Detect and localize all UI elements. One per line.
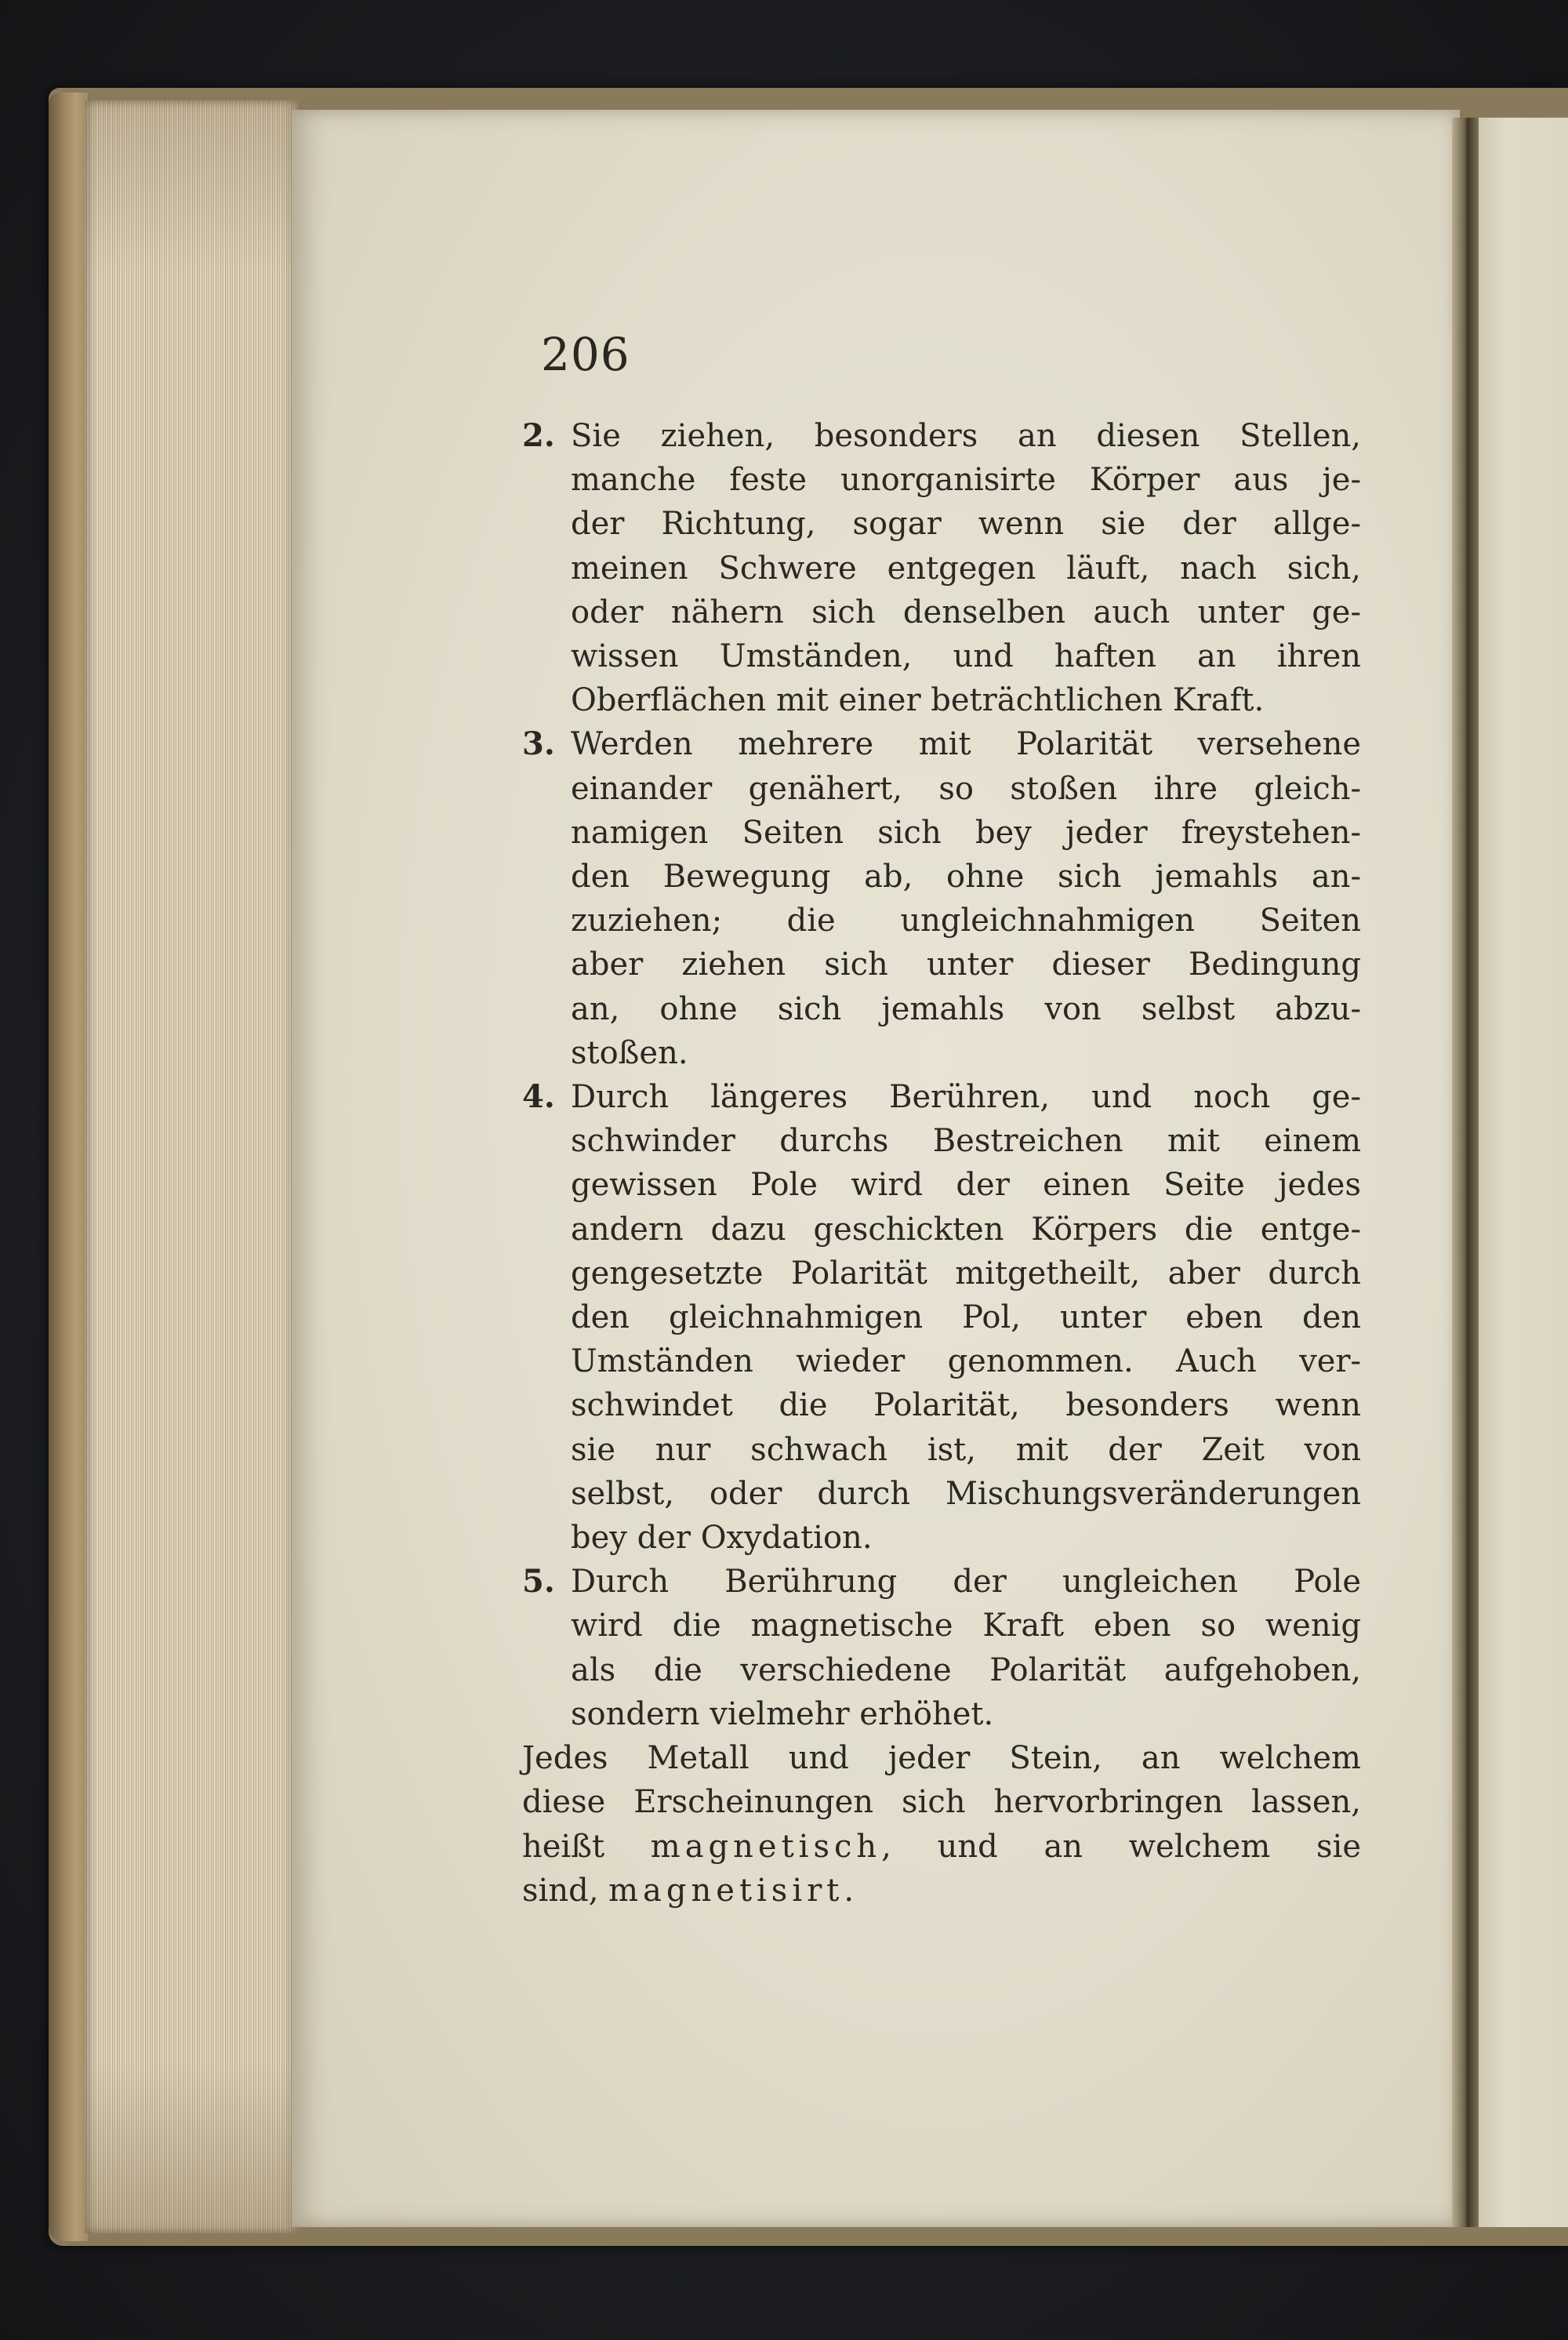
text-line: an, ohne sich jemahls von selbst abzu- <box>571 990 1361 1027</box>
text-line: Werden mehrere mit Polarität versehene <box>571 726 1361 763</box>
text-line: einander genähert, so stoßen ihre gleich- <box>571 770 1361 807</box>
list-item <box>522 1075 1361 1560</box>
text-line <box>522 1825 1361 1869</box>
text-line: oder nähern sich denselben auch unter ge- <box>571 594 1361 630</box>
item-number: 4. <box>522 1078 555 1116</box>
text-line: sie nur schwach ist, mit der Zeit von <box>571 1431 1361 1468</box>
text-line: Umständen wieder genommen. Auch ver- <box>571 1343 1361 1380</box>
text-line: Jedes Metall und jeder Stein, an welchem <box>522 1740 1361 1777</box>
text-line: zuziehen; die ungleichnahmigen Seiten <box>571 903 1361 939</box>
text-line: wird die magnetische Kraft eben so wenig <box>571 1608 1361 1644</box>
text-line: diese Erscheinungen sich hervorbringen lassen, <box>522 1784 1361 1821</box>
list-item <box>522 722 1361 1075</box>
text-line: als die verschiedene Polarität aufgehoben, <box>571 1651 1361 1688</box>
item-number: 5. <box>522 1563 555 1601</box>
emphasized-term: magnetisirt <box>608 1872 844 1909</box>
text-fragment: . <box>844 1872 855 1909</box>
text-line: schwindet die Polarität, besonders wenn <box>571 1387 1361 1424</box>
text-line: namigen Seiten sich bey jeder freystehen- <box>571 814 1361 851</box>
text-line: meinen Schwere entgegen läuft, nach sich, <box>571 550 1361 587</box>
book-gutter <box>1452 118 1480 2227</box>
facing-page <box>1479 118 1568 2227</box>
text-line: Sie ziehen, besonders an diesen Stellen, <box>571 418 1361 454</box>
text-line: Durch längeres Berühren, und noch ge- <box>571 1079 1361 1116</box>
text-line: der Richtung, sogar wenn sie der allge- <box>571 506 1361 543</box>
list-item <box>522 414 1361 722</box>
text-line: Oberflächen mit einer beträchtlichen Kraft. <box>571 682 1265 719</box>
text-line: den gleichnahmigen Pol, unter eben den <box>571 1299 1361 1336</box>
text-line: gengesetzte Polarität mitgetheilt, aber durch <box>571 1255 1361 1292</box>
page-number: 206 <box>541 328 630 381</box>
list-item <box>522 1560 1361 1736</box>
text-line: sondern vielmehr erhöhet. <box>571 1695 994 1732</box>
text-line: wissen Umständen, und haften an ihren <box>571 638 1361 675</box>
text-line: schwinder durchs Bestreichen mit einem <box>571 1123 1361 1160</box>
page-edges-shade <box>85 100 298 2233</box>
closing-paragraph <box>522 1736 1361 1913</box>
text-line: Durch Berührung der ungleichen Pole <box>571 1564 1361 1601</box>
book-cover-edge <box>49 93 88 2241</box>
text-block <box>522 414 1361 1913</box>
text-line: bey der Oxydation. <box>571 1520 873 1557</box>
text-line: aber ziehen sich unter dieser Bedingung <box>571 947 1361 983</box>
item-number: 3. <box>522 725 555 763</box>
text-line: gewissen Pole wird der einen Seite jedes <box>571 1167 1361 1204</box>
text-line: manche feste unorganisirte Körper aus je- <box>571 462 1361 499</box>
text-line: andern dazu geschickten Körpers die entge- <box>571 1211 1361 1248</box>
item-number: 2. <box>522 417 555 454</box>
text-fragment: heißt <box>522 1828 605 1865</box>
numbered-list <box>522 414 1361 1736</box>
text-line: den Bewegung ab, ohne sich jemahls an- <box>571 859 1361 896</box>
emphasized-term: magnetisch <box>650 1828 882 1865</box>
text-fragment: , und an welchem sie <box>881 1828 1361 1865</box>
text-fragment: sind, <box>522 1872 599 1909</box>
text-line <box>522 1869 1361 1913</box>
text-line: selbst, oder durch Mischungsveränderungen <box>571 1475 1361 1512</box>
text-line: stoßen. <box>571 1034 688 1071</box>
